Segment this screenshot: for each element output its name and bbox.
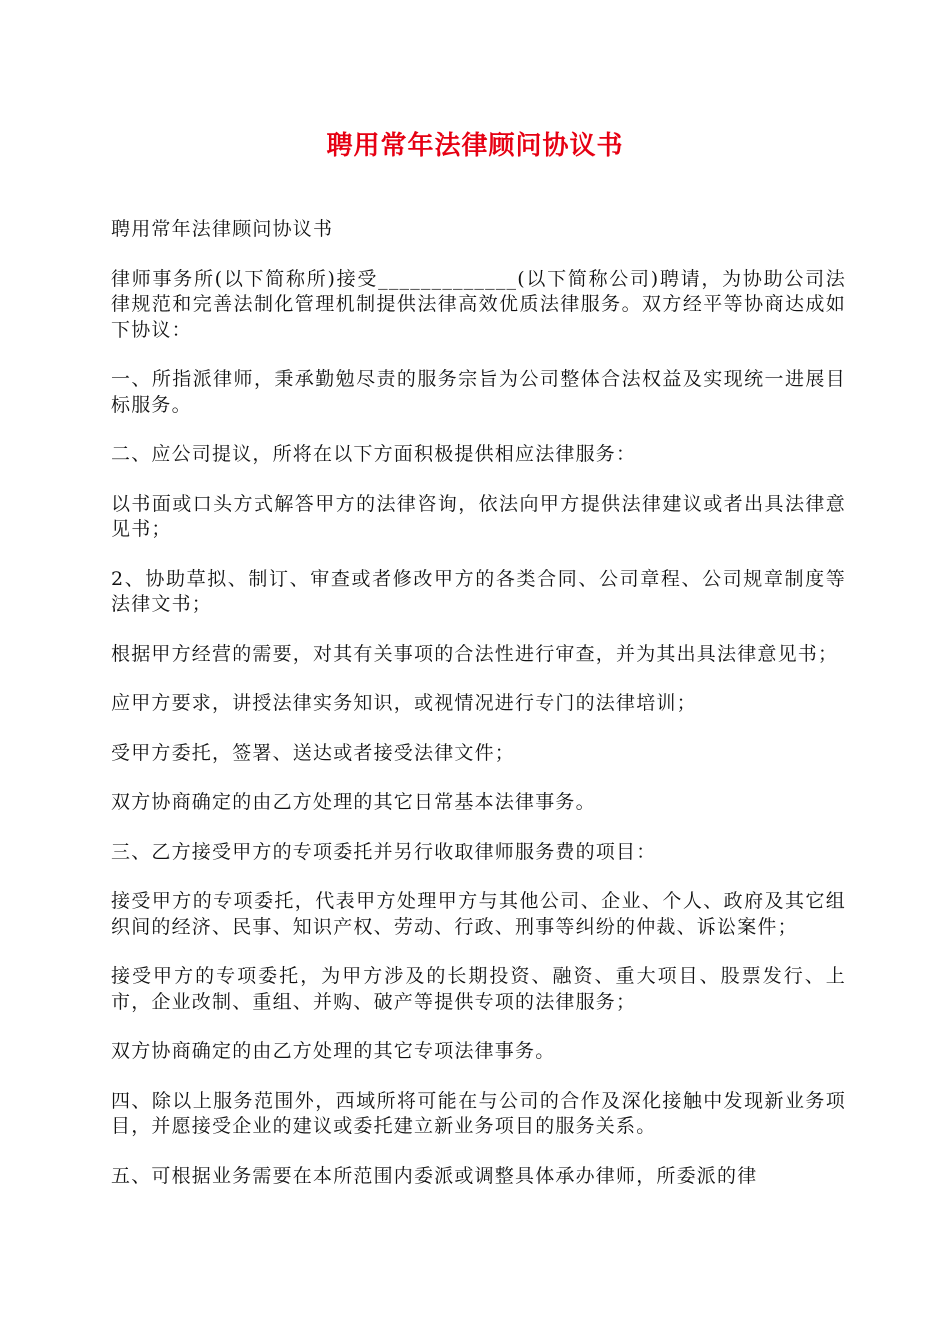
paragraph-item: 双方协商确定的由乙方处理的其它专项法律事务。 <box>111 1040 556 1062</box>
paragraph-item: 以书面或口头方式解答甲方的法律咨询，依法向甲方提供法律建议或者出具法律意见书； <box>111 492 846 540</box>
paragraph-clause-3: 三、乙方接受甲方的专项委托并另行收取律师服务费的项目： <box>111 840 657 863</box>
paragraph-item: 受甲方委托，签署、送达或者接受法律文件； <box>111 741 516 764</box>
paragraph-heading: 聘用常年法律顾问协议书 <box>111 218 334 240</box>
paragraph-clause-1: 一、所指派律师，秉承勤勉尽责的服务宗旨为公司整体合法权益及实现统一进展目标服务。 <box>111 368 846 416</box>
paragraph-clause-4: 四、除以上服务范围外，西域所将可能在与公司的合作及深化接触中发现新业务项目，并愿接受企业的建议或委托建立新业务项目的服务关系。 <box>111 1089 846 1137</box>
document-title: 聘用常年法律顾问协议书 <box>326 131 624 161</box>
paragraph-item: 双方协商确定的由乙方处理的其它日常基本法律事务。 <box>111 791 596 813</box>
paragraph-item: 根据甲方经营的需要，对其有关事项的合法性进行审查，并为其出具法律意见书； <box>111 642 839 665</box>
paragraph-clause-2: 二、应公司提议，所将在以下方面积极提供相应法律服务： <box>111 443 637 465</box>
paragraph-item: 接受甲方的专项委托，为甲方涉及的长期投资、融资、重大项目、股票发行、上市，企业改制、重组、并购、破产等提供专项的法律服务； <box>111 965 846 1013</box>
document-body <box>111 217 846 1213</box>
paragraph-item: 接受甲方的专项委托，代表甲方处理甲方与其他公司、企业、个人、政府及其它组织间的经济、民事、知识产权、劳动、行政、刑事等纠纷的仲裁、诉讼案件； <box>111 890 846 938</box>
paragraph-clause-5: 五、可根据业务需要在本所范围内委派或调整具体承办律师，所委派的律 <box>111 1164 758 1187</box>
paragraph-item: 应甲方要求，讲授法律实务知识，或视情况进行专门的法律培训； <box>111 692 697 714</box>
paragraph-item: 2、协助草拟、制订、审查或者修改甲方的各类合同、公司章程、公司规章制度等法律文书； <box>111 567 846 615</box>
paragraph-intro: 律师事务所(以下简称所)接受_____________(以下简称公司)聘请，为协助公司法律规范和完善法制化管理机制提供法律高效优质法律服务。双方经平等协商达成如下协议： <box>111 267 846 341</box>
